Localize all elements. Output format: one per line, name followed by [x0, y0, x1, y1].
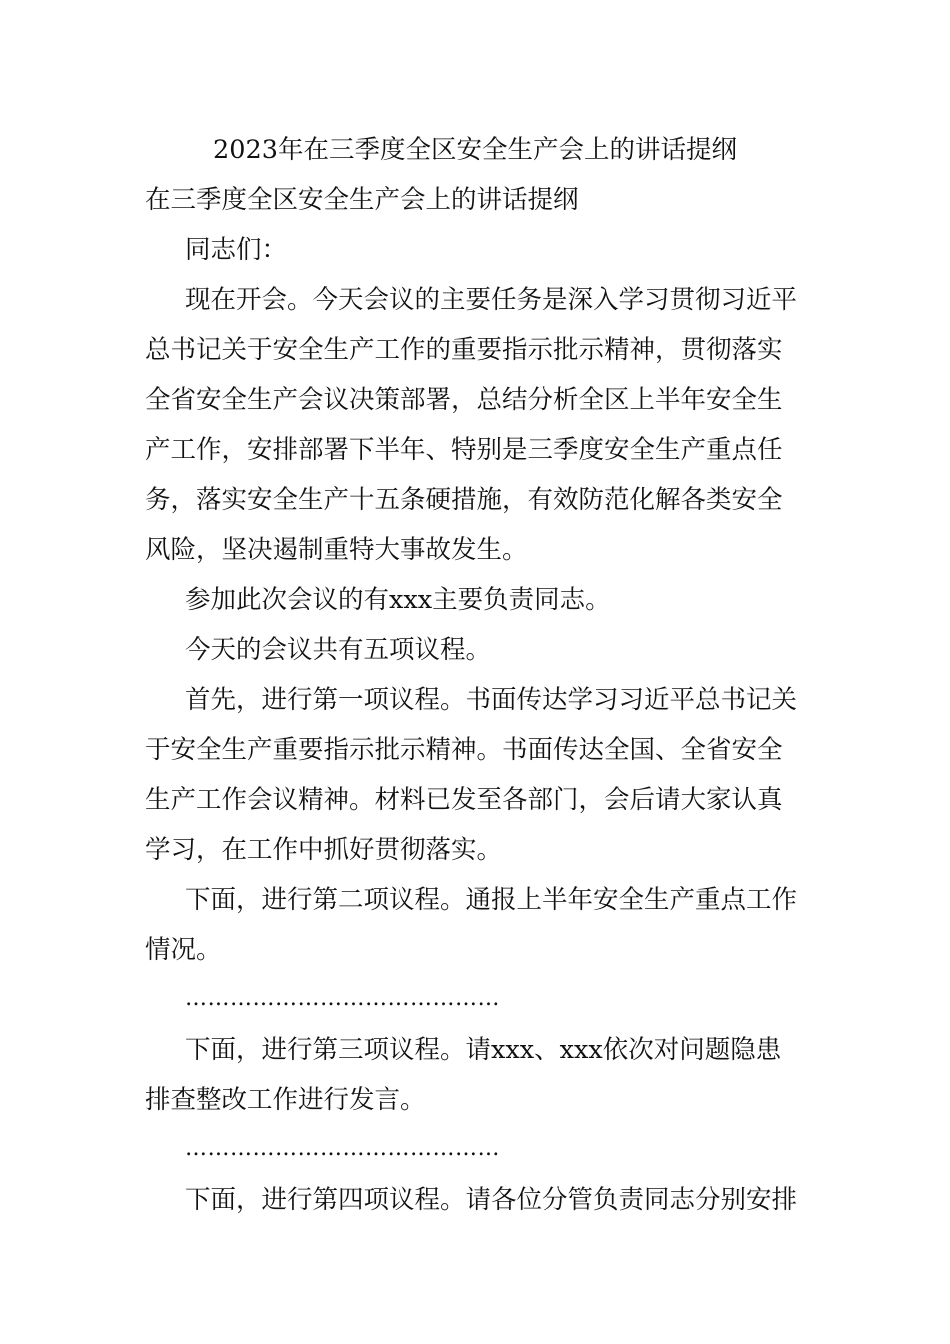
paragraph-line: 现在开会。今天会议的主要任务是深入学习贯彻习近平: [185, 285, 798, 315]
paragraph-line: 生产工作会议精神。材料已发至各部门，会后请大家认真: [145, 785, 783, 815]
paragraph-line: 下面，进行第二项议程。通报上半年安全生产重点工作: [185, 885, 798, 915]
paragraph-line: 总书记关于安全生产工作的重要指示批示精神，贯彻落实: [145, 335, 783, 365]
paragraph-line: 全省安全生产会议决策部署，总结分析全区上半年安全生: [145, 385, 783, 415]
paragraph-line: 情况。: [145, 935, 222, 965]
ellipsis-divider: ……………………………………: [185, 1136, 500, 1161]
paragraph-line: 下面，进行第四项议程。请各位分管负责同志分别安排: [185, 1185, 798, 1215]
paragraph-line: 于安全生产重要指示批示精神。书面传达全国、全省安全: [145, 735, 783, 765]
salutation: 同志们：: [185, 235, 288, 265]
document-title: 2023年在三季度全区安全生产会上的讲话提纲: [213, 135, 737, 165]
ellipsis-divider: ……………………………………: [185, 986, 500, 1011]
paragraph-line: 务，落实安全生产十五条硬措施，有效防范化解各类安全: [145, 485, 783, 515]
paragraph-line: 参加此次会议的有xxx主要负责同志。: [185, 585, 611, 615]
paragraph-line: 学习，在工作中抓好贯彻落实。: [145, 835, 503, 865]
paragraph-line: 排查整改工作进行发言。: [145, 1085, 426, 1115]
paragraph-line: 风险，坚决遏制重特大事故发生。: [145, 535, 528, 565]
paragraph-line: 产工作，安排部署下半年、特别是三季度安全生产重点任: [145, 435, 783, 465]
paragraph-line: 首先，进行第一项议程。书面传达学习习近平总书记关: [185, 685, 798, 715]
paragraph-line: 下面，进行第三项议程。请xxx、xxx依次对问题隐患: [185, 1035, 782, 1065]
document-subtitle: 在三季度全区安全生产会上的讲话提纲: [145, 185, 579, 215]
paragraph-line: 今天的会议共有五项议程。: [185, 635, 492, 665]
